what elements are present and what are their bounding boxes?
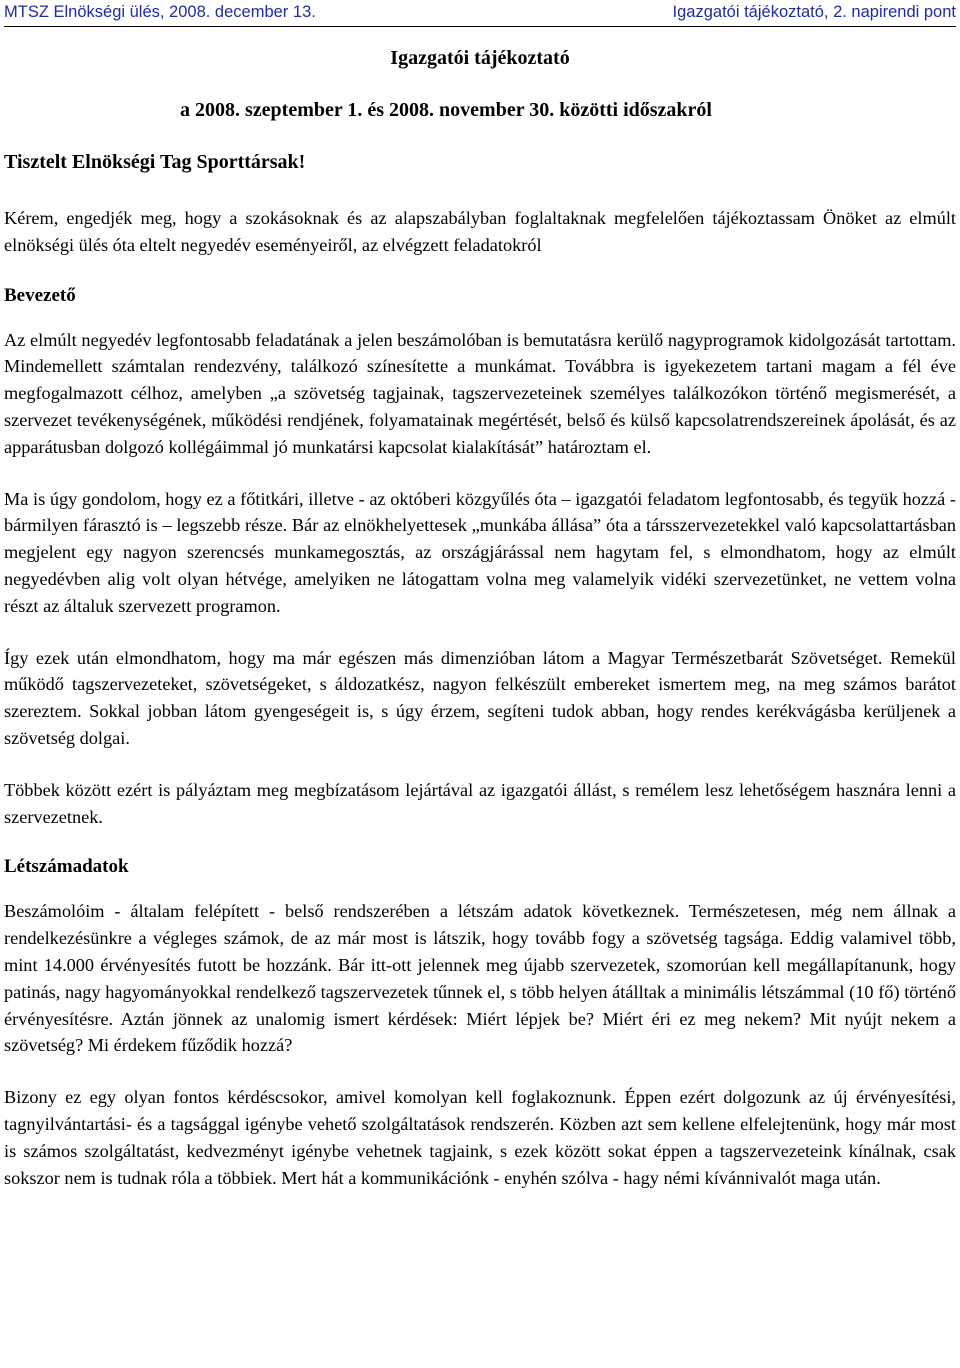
section-heading-bevezeto: Bevezető [4,284,76,306]
paragraph: Ma is úgy gondolom, hogy ez a főtitkári, illetve - az októberi közgyűlés óta – igazgatói feladatom legfontosabb, és tegyük hozzá - bármilyen fárasztó is – legszebb része. Bár az elnökhelyettesek „munkába állása” óta a társszervezetekkel való kapcsolattartásban megjelent egy nagyon szerencsés munkamegosztás, az országjárással nem hagytam fel, s elmondhatom, hogy az elmúlt negyedévben alig volt olyan hétvége, amelyiken ne látogattam volna meg valamelyik vidéki szervezetünket, ne vettem volna részt az általuk szervezett programon. [4,488,956,616]
section-heading-letszam: Létszámadatok [4,856,129,878]
page-header [4,2,956,27]
header-agenda-label: Igazgatói tájékoztató, 2. napirendi pont [672,3,956,21]
document-subtitle: a 2008. szeptember 1. és 2008. november 30. közötti időszakról [180,99,712,121]
intro-paragraph: Kérem, engedjék meg, hogy a szokásoknak és az alapszabályban foglaltaknak megfelelően tájékoztassam Önöket az elmúlt elnökségi ülés óta eltelt negyedév eseményeiről, az elvégzett feladatokról [4,208,956,255]
document-body [4,205,956,1216]
paragraph: Beszámolóim - általam felépített - belső rendszerében a létszám adatok következnek. Természetesen, még nem állnak a rendelkezésünkre a végleges számok, de az már most is látszik, hogy tovább fogy a szövetség tagsága. Eddig valamivel több, mint 14.000 érvényesítés futott be hozzánk. Bár itt-ott jelennek meg újabb szervezetek, szomorúan kell megállapítanunk, hogy patinás, nagy hagyományokkal rendelkező tagszervezetek tűnnek el, s több helyen átálltak a minimális létszámmal (10 fő) történő érvényesítésre. Aztán jönnek az unalomig ismert kérdések: Miért lépjek be? Miért éri ez meg nekem? Mit nyújt nekem a szövetség? Mi érdekem fűződik hozzá? [4,901,956,1056]
greeting: Tisztelt Elnökségi Tag Sporttársak! [4,151,306,173]
paragraph: Többek között ezért is pályáztam meg megbízatásom lejártával az igazgatói állást, s remélem lesz lehetőségem hasznára lenni a szervezetnek. [4,779,956,827]
paragraph: Így ezek után elmondhatom, hogy ma már egészen más dimenzióban látom a Magyar Természetbarát Szövetséget. Remekül működő tagszervezeteket, szövetségeket, s áldozatkész, nagyon felkészült embereket ismertem meg, na meg számos barátot szereztem. Sokkal jobban látom gyengeségeit is, s úgy érzem, segíteni tudok abban, hogy rendes kerékvágásba kerüljenek a szövetség dolgai. [4,647,956,748]
document-title: Igazgatói tájékoztató [390,47,570,69]
header-meeting-label: MTSZ Elnökségi ülés, 2008. december 13. [4,3,316,21]
paragraph: Bizony ez egy olyan fontos kérdéscsokor, amivel komolyan kell foglakoznunk. Éppen ezért dolgozunk az új érvényesítési, tagnyilvántartási- és a tagsággal igénybe vehető szolgáltatások rendszerén. Közben azt sem kellene elfelejtenünk, hogy már most is számos szolgáltatást, kedvezményt igénybe vehetnek tagjaink, s ezek között sokat éppen a tagszervezeteink kínálnak, csak sokszor nem is tudnak róla a többiek. Mert hát a kommunikációnk - enyhén szólva - hagy némi kívánnivalót maga után. [4,1087,956,1188]
paragraph: Az elmúlt negyedév legfontosabb feladatának a jelen beszámolóban is bemutatásra kerülő nagyprogramok kidolgozását tartottam. Mindemellett számtalan rendezvény, találkozó színesítette a munkámat. Továbbra is igyekezetem tartani magam a fél éve megfogalmazott célhoz, amelyben „a szövetség tagjainak, tagszervezeteinek személyes találkozókon történő megismerését, a szervezet tevékenységének, működési rendjének, folyamatainak megértését, belső és külső kapcsolatrendszereinek ápolását, és az apparátusban dolgozó kollégáimmal jó munkatársi kapcsolat kialakítását” határoztam el. [4,329,956,457]
